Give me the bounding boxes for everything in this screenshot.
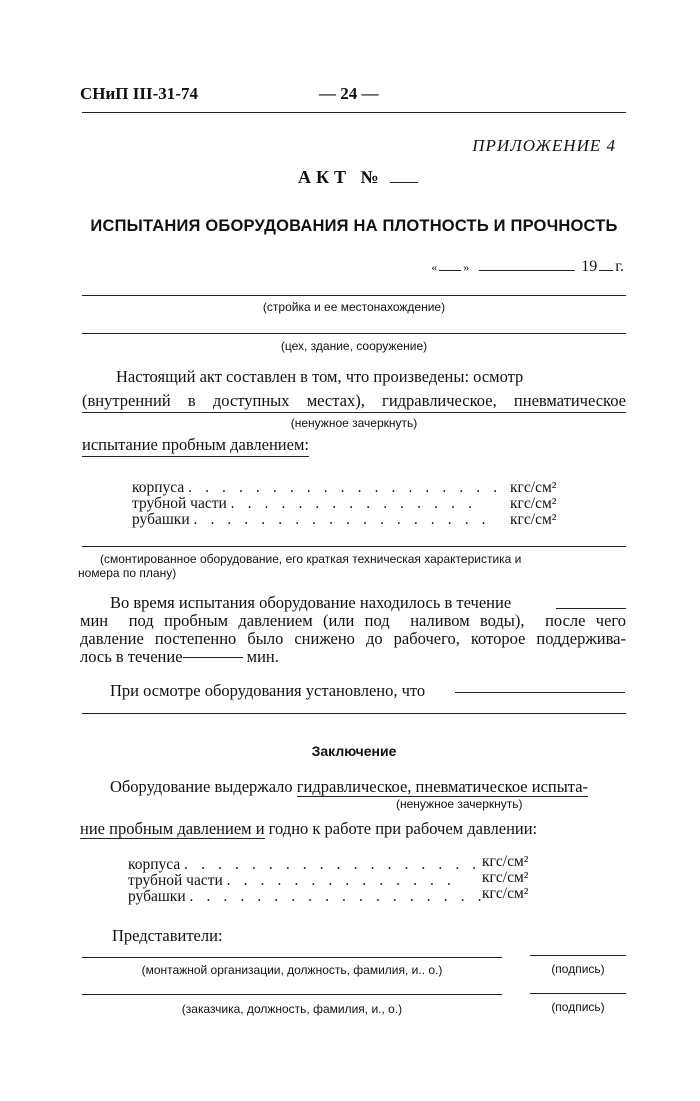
pressure-unit: кгс/см² — [482, 885, 529, 902]
customer-signature-field[interactable] — [530, 993, 626, 994]
pressure-unit: кгс/см² — [510, 511, 557, 528]
site-field[interactable] — [82, 295, 626, 296]
year-suffix: г. — [615, 258, 624, 275]
page-number: — 24 — — [319, 84, 379, 103]
contractor-caption: (монтажной организации, должность, фамилия, и.. о.) — [141, 963, 443, 977]
site-caption: (стройка и ее местонахождение) — [262, 300, 446, 314]
conclusion-line-2: ние пробным давлением и годно к работе при рабочем давлении: — [80, 819, 538, 838]
strike-caption-2: (ненужное зачеркнуть) — [396, 797, 523, 811]
header-rule — [82, 112, 626, 113]
building-field[interactable] — [82, 333, 626, 334]
inspection-field-1[interactable] — [455, 692, 625, 693]
year-field[interactable] — [599, 270, 613, 271]
pressure-row: корпуса . . . . . . . . . . . . . . . . . . . — [132, 479, 502, 496]
contractor-signature-caption: (подпись) — [551, 962, 605, 976]
duration-field-1[interactable] — [556, 608, 626, 609]
day-field[interactable] — [439, 270, 461, 271]
month-field[interactable] — [479, 270, 575, 271]
pressure-unit: кгс/см² — [482, 869, 529, 886]
date-field — [431, 258, 624, 276]
intro-line-1: Настоящий акт составлен в том, что произведены: осмотр — [116, 367, 524, 386]
strike-caption-1: (ненужное зачеркнуть) — [290, 416, 418, 430]
contractor-signature-field[interactable] — [530, 955, 626, 956]
building-caption: (цех, здание, сооружение) — [280, 339, 428, 353]
representatives-label: Представители: — [112, 926, 223, 945]
test-line-3: давление постепенно было снижено до рабочего, которое поддержива- — [80, 629, 626, 648]
test-line-4: лось в течение мин. — [80, 647, 279, 666]
inspection-text: При осмотре оборудования установлено, что — [110, 681, 426, 700]
test-line-2: мин под пробным давлением (или под наливом воды), после чего — [80, 611, 626, 630]
conclusion-heading: Заключение — [311, 743, 397, 759]
equipment-field[interactable] — [82, 546, 626, 547]
pressure-row: рубашки . . . . . . . . . . . . . . . . . . — [128, 888, 487, 905]
pressure-row: трубной части . . . . . . . . . . . . . . — [128, 872, 456, 889]
intro-line-3: испытание пробным давлением: — [82, 434, 309, 457]
customer-signature-caption: (подпись) — [551, 1000, 605, 1014]
equipment-caption: (смонтированное оборудование, его краткая техническая характеристика и — [100, 552, 522, 566]
contractor-rep-field[interactable] — [82, 957, 502, 958]
duration-field-2[interactable] — [183, 657, 243, 658]
act-label: АКТ № — [298, 167, 384, 187]
customer-rep-field[interactable] — [82, 994, 502, 995]
act-number-field[interactable] — [390, 182, 418, 183]
equipment-caption-2: номера по плану) — [78, 566, 177, 580]
date-close-quote: » — [463, 260, 470, 274]
pressure-row: трубной части . . . . . . . . . . . . . . . — [132, 495, 477, 512]
inspection-field-2[interactable] — [82, 713, 626, 714]
intro-line-2: (внутренний в доступных местах), гидравлическое, пневматическое — [82, 390, 626, 413]
test-line-1: Во время испытания оборудование находилось в течение — [110, 593, 512, 612]
pressure-unit: кгс/см² — [482, 853, 529, 870]
customer-caption: (заказчика, должность, фамилия, и., о.) — [181, 1002, 403, 1016]
document-code: СНиП III-31-74 — [80, 84, 198, 103]
pressure-row: корпуса . . . . . . . . . . . . . . . . . . — [128, 856, 481, 873]
year-prefix: 19 — [581, 258, 598, 275]
appendix-label: ПРИЛОЖЕНИЕ 4 — [472, 136, 616, 155]
pressure-row: рубашки . . . . . . . . . . . . . . . . . . — [132, 511, 491, 528]
pressure-unit: кгс/см² — [510, 479, 557, 496]
act-title: ИСПЫТАНИЯ ОБОРУДОВАНИЯ НА ПЛОТНОСТЬ И ПРОЧНОСТЬ — [90, 217, 618, 235]
conclusion-line-1: Оборудование выдержало гидравлическое, пневматическое испыта- — [110, 777, 589, 796]
date-open-quote: « — [431, 260, 438, 274]
pressure-unit: кгс/см² — [510, 495, 557, 512]
